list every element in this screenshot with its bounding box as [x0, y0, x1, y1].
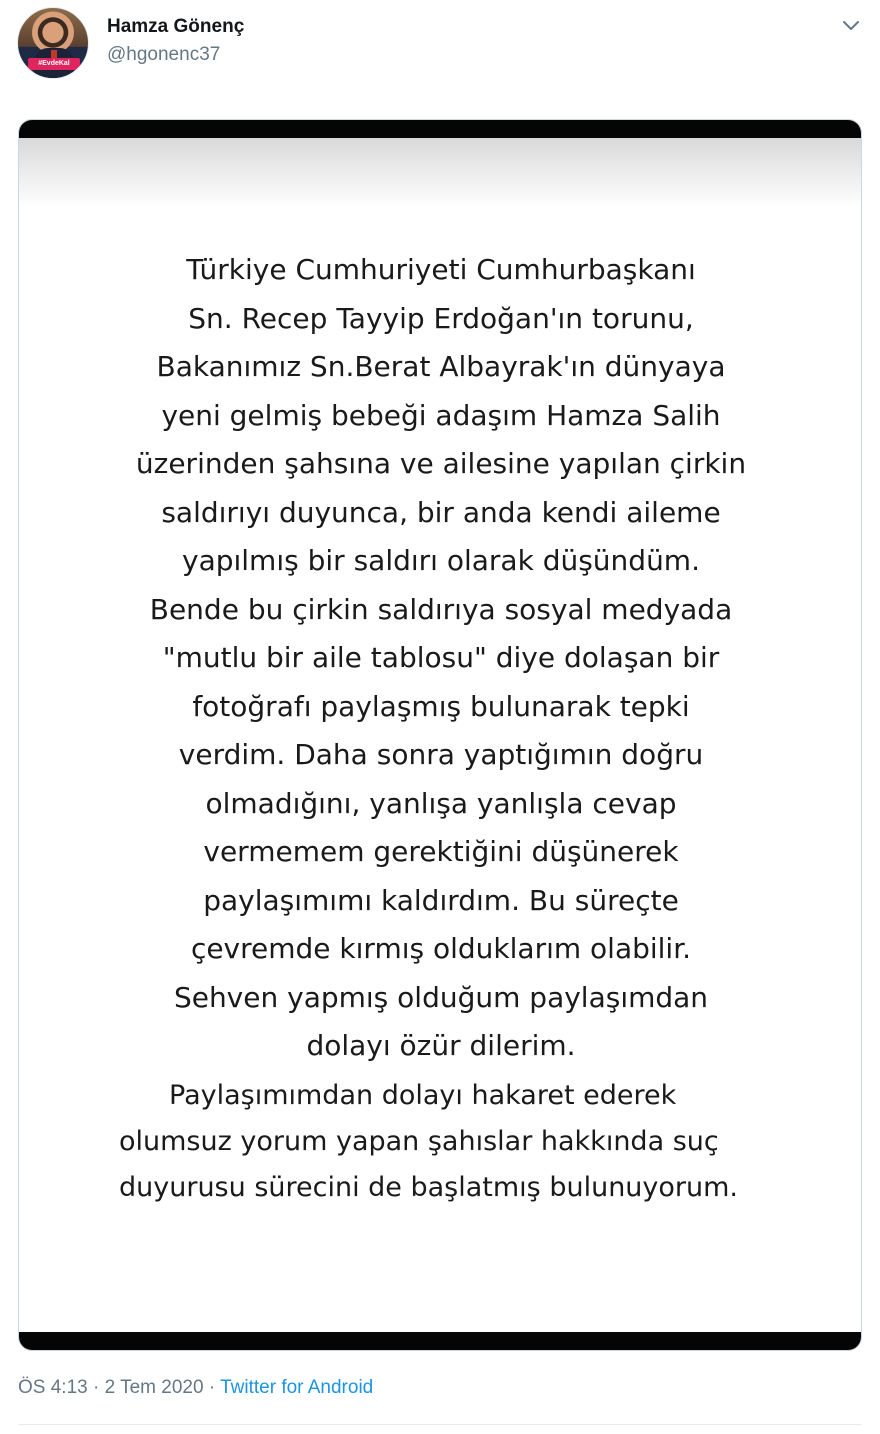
- statement-text: [89, 246, 793, 1071]
- statement-line: Sehven yapmış olduğum paylaşımdan: [173, 980, 709, 1014]
- user-name[interactable]: Hamza Gönenç: [107, 16, 245, 37]
- statement-line: dolayı özür dilerim.: [306, 1029, 576, 1062]
- statement-line: Bende bu çirkin saldırıya sosyal medyada: [149, 592, 733, 626]
- statement-line: "mutlu bir aile tablosu" diye dolaşan bir: [162, 641, 720, 674]
- statement-line: fotoğrafı paylaşmış bulunarak tepki: [192, 689, 690, 723]
- media-bottom-bar: [19, 1332, 861, 1350]
- user-handle[interactable]: @hgonenc37: [107, 44, 221, 65]
- meta-separator: ·: [93, 1377, 100, 1398]
- statement-line: paylaşımımı kaldırdım. Bu süreçte: [203, 883, 679, 917]
- tweet-header: [0, 0, 880, 100]
- statement-line: Sn. Recep Tayyip Erdoğan'ın torunu,: [188, 301, 694, 335]
- chevron-down-icon[interactable]: [840, 14, 862, 36]
- statement-line: çevremde kırmış olduklarım olabilir.: [190, 932, 692, 965]
- statement-line: Bakanımız Sn.Berat Albayrak'ın dünyaya: [156, 350, 726, 383]
- statement-line: verdim. Daha sonra yaptığımın doğru: [178, 738, 704, 771]
- statement-line: vermemem gerektiğini düşünerek: [203, 835, 679, 868]
- media-top-fade: [19, 138, 861, 208]
- tweet-source-link[interactable]: Twitter for Android: [220, 1377, 374, 1398]
- avatar-badge: #EvdeKal: [28, 58, 80, 70]
- statement-extra-line: duyurusu sürecini de başlatmış bulunuyorum.: [119, 1172, 739, 1203]
- statement-extra-line: olumsuz yorum yapan şahıslar hakkında suç: [119, 1126, 719, 1157]
- statement-line: üzerinden şahsına ve ailesine yapılan çirkin: [135, 447, 747, 480]
- tweet-time[interactable]: ÖS 4:13: [18, 1377, 88, 1398]
- media-top-bar: [19, 120, 861, 138]
- meta-separator: ·: [208, 1377, 216, 1398]
- avatar[interactable]: [17, 7, 89, 79]
- statement-line: yapılmış bir saldırı olarak düşündüm.: [182, 544, 700, 577]
- statement-line: yeni gelmiş bebeği adaşım Hamza Salih: [161, 398, 721, 432]
- statement-extra-text: [119, 1073, 759, 1211]
- divider: [18, 1424, 862, 1425]
- tweet-date[interactable]: 2 Tem 2020: [104, 1377, 204, 1398]
- tweet-media-image[interactable]: [18, 119, 862, 1351]
- tweet-meta: [18, 1377, 373, 1399]
- statement-extra-line: Paylaşımımdan dolayı hakaret ederek: [169, 1080, 677, 1111]
- statement-line: Türkiye Cumhuriyeti Cumhurbaşkanı: [186, 253, 696, 286]
- statement-line: olmadığını, yanlışa yanlışla cevap: [205, 786, 677, 820]
- statement-line: saldırıyı duyunca, bir anda kendi aileme: [161, 495, 721, 529]
